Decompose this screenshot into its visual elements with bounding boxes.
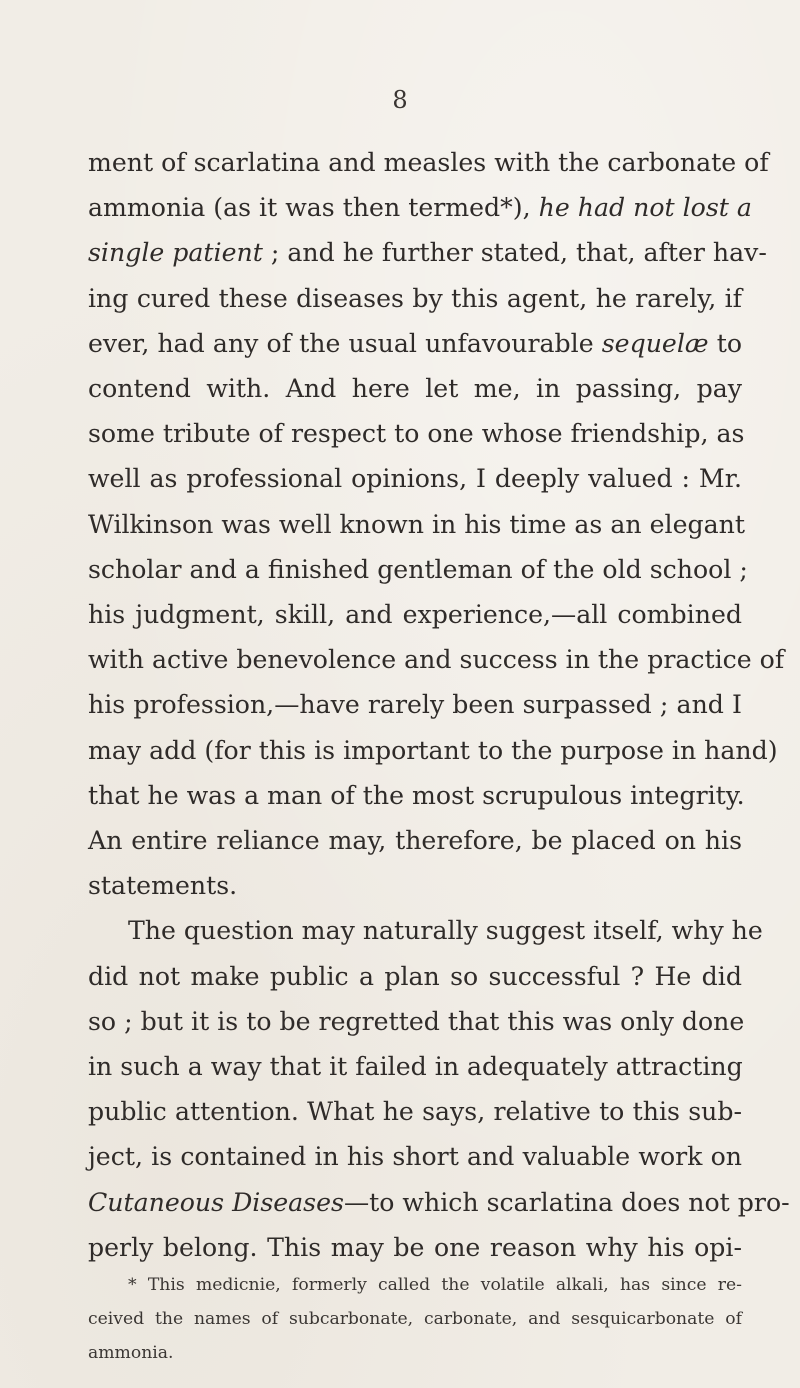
text-line: that he was a man of the most scrupulous integrity. bbox=[88, 780, 745, 810]
text-line: ammonia (as it was then termed*), he had not lost a bbox=[88, 193, 752, 223]
text-line: An entire reliance may, therefore, be placed on his bbox=[88, 826, 742, 856]
italic-term: sequelæ bbox=[601, 328, 709, 358]
italic-title: Cutaneous Diseases bbox=[88, 1187, 344, 1217]
text-line: ment of scarlatina and measles with the carbonate of bbox=[88, 148, 769, 177]
text-line: may add (for this is important to the purpose in hand) bbox=[88, 735, 778, 765]
text-line: in such a way that it failed in adequately attracting bbox=[88, 1052, 743, 1082]
body-text bbox=[88, 140, 790, 1270]
text-line: with active benevolence and success in the practice of bbox=[88, 645, 785, 675]
text-line: some tribute of respect to one whose friendship, as bbox=[88, 419, 745, 449]
footnote bbox=[88, 1268, 742, 1370]
text-line: ever, had any of the usual unfavourable sequelæ to bbox=[88, 328, 742, 358]
text-line: well as professional opinions, I deeply valued : Mr. bbox=[88, 464, 742, 494]
text-line: scholar and a finished gentleman of the old school ; bbox=[88, 554, 748, 584]
italic-phrase: he had not lost a bbox=[538, 193, 752, 223]
footnote-line: * This medicnie, formerly called the volatile alkali, has since re- bbox=[128, 1275, 742, 1295]
text-line: Wilkinson was well known in his time as an elegant bbox=[88, 509, 745, 539]
italic-phrase: single patient bbox=[88, 238, 263, 268]
text-line: public attention. What he says, relative to this sub- bbox=[88, 1097, 742, 1127]
page-number: 8 bbox=[392, 86, 408, 114]
text-line: his profession,—have rarely been surpassed ; and I bbox=[88, 690, 742, 720]
text-line: perly belong. This may be one reason why his opi- bbox=[88, 1232, 742, 1262]
text-line: so ; but it is to be regretted that this was only done bbox=[88, 1006, 745, 1036]
footnote-line: ceived the names of subcarbonate, carbonate, and sesquicarbonate of bbox=[88, 1309, 742, 1329]
paragraph-start-line: The question may naturally suggest itself, why he bbox=[128, 916, 763, 946]
footnote-line: ammonia. bbox=[88, 1343, 174, 1363]
text-line: his judgment, skill, and experience,—all combined bbox=[88, 600, 742, 630]
text-line: Cutaneous Diseases—to which scarlatina does not pro- bbox=[88, 1187, 790, 1217]
text-line: statements. bbox=[88, 871, 238, 901]
text-line: ing cured these diseases by this agent, he rarely, if bbox=[88, 283, 742, 313]
text-line: single patient ; and he further stated, that, after hav- bbox=[88, 238, 767, 268]
text-line: did not make public a plan so successful ? He did bbox=[88, 961, 742, 991]
text-line: contend with. And here let me, in passing, pay bbox=[88, 374, 742, 404]
text-line: ject, is contained in his short and valuable work on bbox=[88, 1142, 742, 1172]
